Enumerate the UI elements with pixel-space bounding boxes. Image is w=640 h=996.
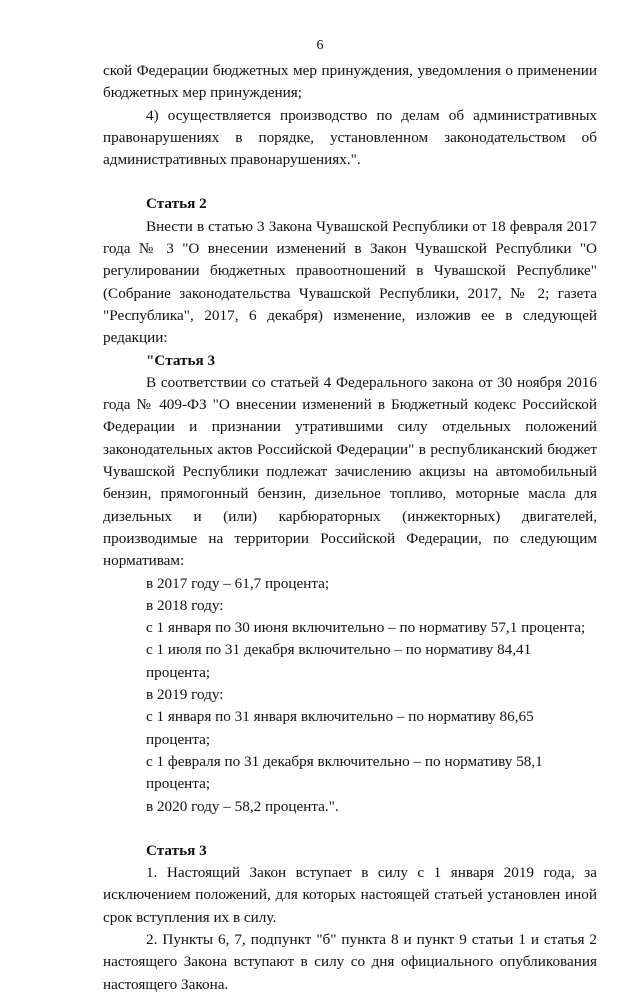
norm-item: в 2019 году: — [146, 686, 224, 704]
quoted-article-3-paragraph: В соответствии со статьей 4 Федерального закона от 30 ноября 2016 года № 409-ФЗ "О внесении изменений в Бюджетный кодекс Российской Федерации и признании утратившими силу отдельных положений законодательных актов Российской Федерации" в республиканский бюджет Чувашской Республики подлежат зачислению акцизы на автомобильный бензин, прямогонный бензин, дизельное топливо, моторные масла для дизельных и (или) карбюраторных (инжекторных) двигателей, производимые на территории Российской Федерации, по следующим нормативам: — [103, 373, 597, 570]
section-gap — [103, 171, 597, 193]
article-2-heading: Статья 2 — [146, 195, 207, 213]
page-number: 6 — [316, 38, 324, 53]
norm-item: в 2018 году: — [146, 596, 224, 614]
norm-item: с 1 января по 31 января включительно – по нормативу 86,65 процента; — [146, 708, 534, 748]
section-gap — [103, 818, 597, 840]
article-3-heading: Статья 3 — [146, 841, 207, 859]
intro-paragraph: ской Федерации бюджетных мер принуждения, уведомления о применении бюджетных мер принуждения; — [103, 62, 597, 102]
norm-item: в 2017 году – 61,7 процента; — [146, 574, 330, 592]
article-2-paragraph: Внести в статью 3 Закона Чувашской Республики от 18 февраля 2017 года № 3 "О внесении изменений в Закон Чувашской Республики "О регулировании бюджетных правоотношений в Чувашской Республике" (Собрание законодательства Чувашской Республики, 2017, № 2; газета "Республика", 2017, 6 декабря) изменение, изложив ее в следующей редакции: — [103, 217, 597, 347]
article-3-paragraph: 1. Настоящий Закон вступает в силу с 1 января 2019 года, за исключением положений, для которых настоящей статьей установлен иной срок вступления их в силу. — [103, 864, 597, 926]
document-body — [103, 60, 597, 996]
norm-item: в 2020 году – 58,2 процента.". — [146, 797, 339, 815]
norm-item: с 1 января по 30 июня включительно – по нормативу 57,1 процента; — [146, 619, 586, 637]
intro-paragraph: 4) осуществляется производство по делам об административных правонарушениях в порядке, установленном законодательством об административных правонарушениях.". — [103, 106, 597, 169]
norm-item: с 1 февраля по 31 декабря включительно – по нормативу 58,1 процента; — [146, 752, 543, 793]
quoted-article-3-heading: "Статья 3 — [146, 351, 216, 369]
norm-item: с 1 июля по 31 декабря включительно – по нормативу 84,41 процента; — [146, 641, 532, 681]
article-3-paragraph: 2. Пункты 6, 7, подпункт "б" пункта 8 и пункт 9 статьи 1 и статья 2 настоящего Закона вступают в силу со дня официального опубликования настоящего Закона. — [103, 930, 597, 993]
